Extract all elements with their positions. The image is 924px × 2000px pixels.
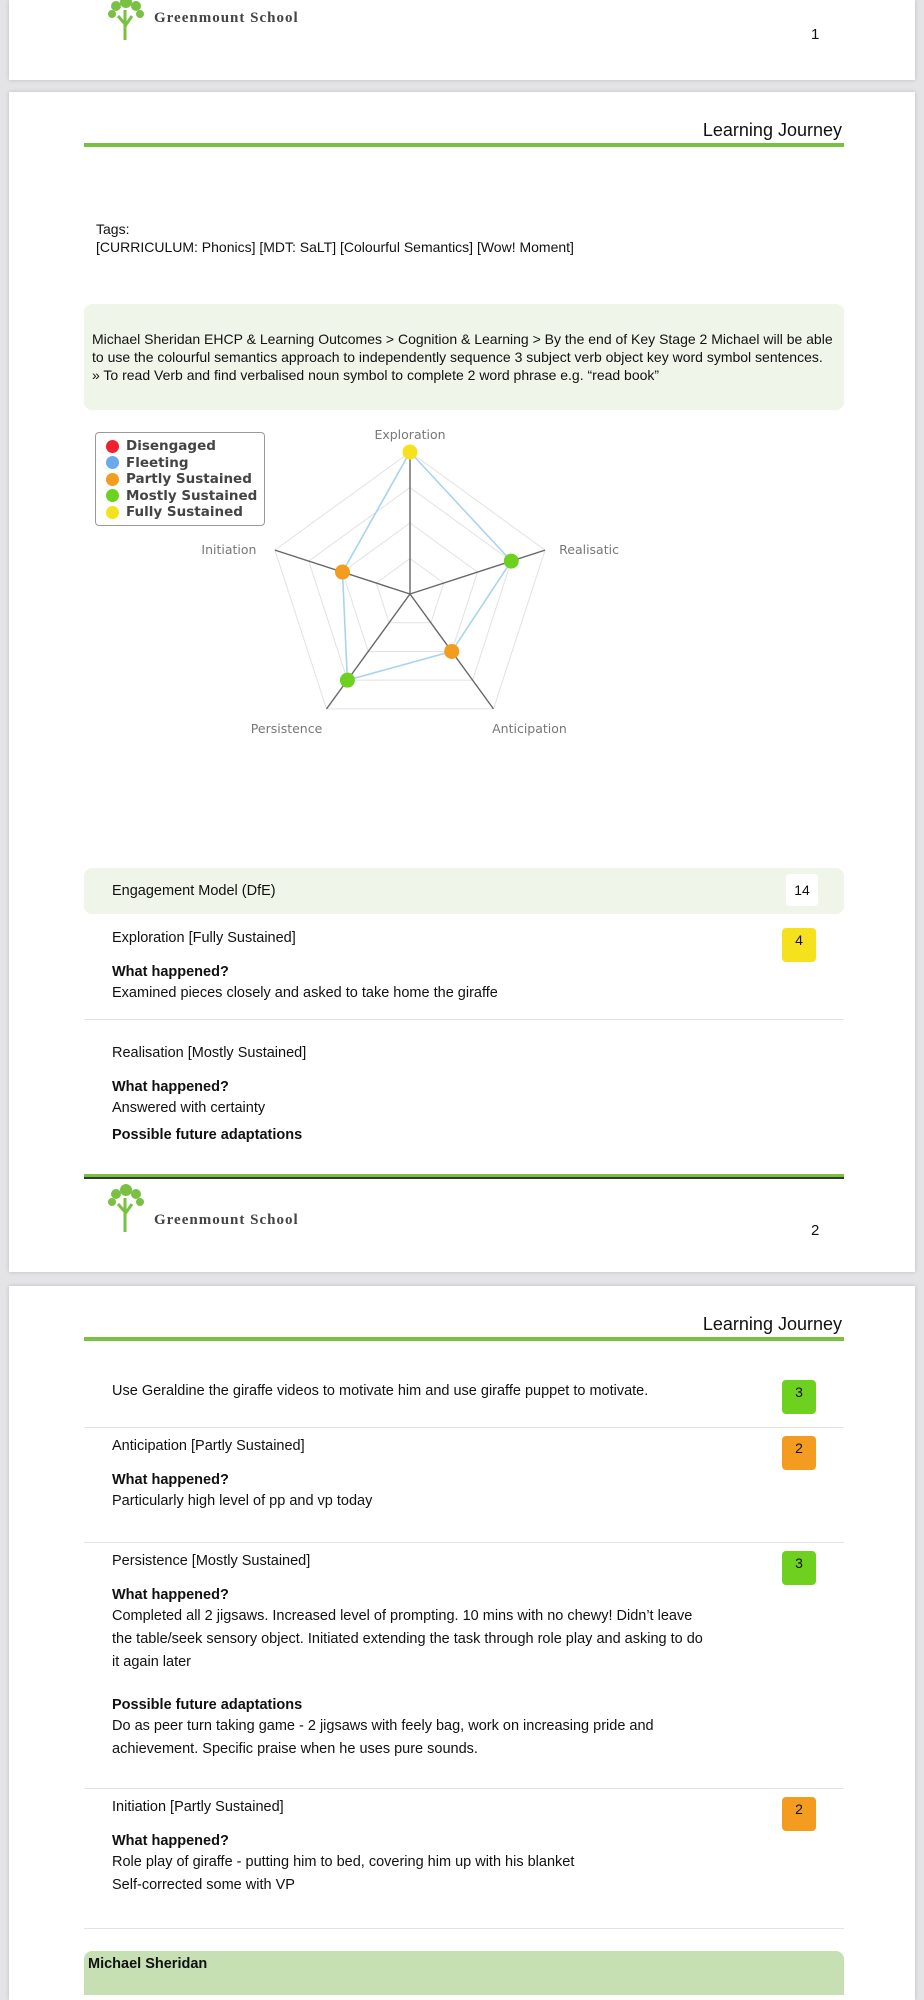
- outcome-target: » To read Verb and find verbalised noun symbol to complete 2 word phrase e.g. “read book”: [92, 367, 660, 383]
- what-happened-label: What happened?: [112, 1587, 229, 1603]
- report-title: Learning Journey: [702, 1314, 842, 1334]
- tree-logo-icon: [104, 0, 150, 42]
- what-happened-label: What happened?: [112, 964, 229, 980]
- radar-point-initiation: [335, 565, 350, 580]
- radar-axis-label: Realisatic: [559, 542, 619, 558]
- entry-title: Exploration [Fully Sustained]: [112, 930, 296, 946]
- score-badge: 2: [782, 1797, 816, 1831]
- report-title: Learning Journey: [702, 120, 842, 140]
- realisation-entry-continued: [84, 1356, 844, 1428]
- future-adaptations-label: Possible future adaptations: [112, 1697, 303, 1713]
- entry-title: Realisation [Mostly Sustained]: [112, 1045, 307, 1061]
- exploration-entry: [84, 920, 844, 1020]
- divider: [84, 1928, 844, 1929]
- page-1: [9, 0, 915, 80]
- header-rule: [84, 143, 844, 147]
- score-badge: 4: [782, 928, 816, 962]
- student-name-bar: [84, 1951, 844, 1995]
- legend-label: Disengaged: [126, 438, 216, 455]
- school-logo: [104, 0, 344, 56]
- entry-title: Persistence [Mostly Sustained]: [112, 1553, 311, 1569]
- page-number: 1: [811, 26, 820, 43]
- score-badge: 3: [782, 1380, 816, 1414]
- outcome-path: Michael Sheridan EHCP & Learning Outcomes > Cognition & Learning > By the end of Key Stage 2 Michael will be able to use the colourful semantics approach to independently sequence 3 subject verb object key word symbol sentences.: [92, 331, 833, 365]
- persistence-entry: [84, 1543, 844, 1789]
- engagement-model-label: Engagement Model (DfE): [112, 883, 276, 899]
- legend-label: Partly Sustained: [126, 471, 252, 488]
- what-happened-text: Examined pieces closely and asked to take home the giraffe: [112, 985, 498, 1001]
- what-happened-label: What happened?: [112, 1833, 229, 1849]
- tags-label: Tags:: [96, 221, 130, 237]
- tree-logo-icon: [104, 1182, 150, 1234]
- page-3: [9, 1286, 915, 2000]
- what-happened-text: Role play of giraffe - putting him to bed, covering him up with his blanket: [112, 1854, 575, 1870]
- student-name: Michael Sheridan: [88, 1956, 208, 1972]
- page-2: [9, 92, 915, 1272]
- legend-label: Fully Sustained: [126, 504, 243, 521]
- what-happened-text: Answered with certainty: [112, 1100, 266, 1116]
- what-happened-label: What happened?: [112, 1472, 229, 1488]
- what-happened-text: Completed all 2 jigsaws. Increased level of prompting. 10 mins with no chewy! Didn’t leave the table/seek sensory object. Initiated extending the task through role play and asking to do it again later: [112, 1608, 703, 1670]
- future-adaptations-text: Do as peer turn taking game - 2 jigsaws with feely bag, work on increasing pride and achievement. Specific praise when he uses pure sounds.: [112, 1718, 654, 1757]
- engagement-radar-chart: [9, 422, 915, 742]
- school-logo: [104, 1182, 344, 1242]
- realisation-entry: [84, 1035, 844, 1143]
- school-name: Greenmount School: [154, 10, 299, 26]
- legend-label: Fleeting: [126, 454, 189, 471]
- school-name: Greenmount School: [154, 1212, 299, 1228]
- legend-label: Mostly Sustained: [126, 487, 258, 504]
- radar-axis-label: Exploration: [374, 427, 446, 442]
- radar-axis: [410, 550, 545, 594]
- future-adaptations-text: Use Geraldine the giraffe videos to motivate him and use giraffe puppet to motivate.: [112, 1383, 649, 1399]
- engagement-total-score: 14: [786, 874, 818, 906]
- learning-outcome-box: [84, 304, 844, 410]
- radar-axis-label: Initiation: [201, 542, 257, 558]
- what-happened-label: What happened?: [112, 1079, 229, 1095]
- tags-block: [96, 220, 574, 256]
- what-happened-text: Self-corrected some with VP: [112, 1877, 295, 1893]
- score-badge: 2: [782, 1436, 816, 1470]
- radar-point-anticipation: [444, 644, 459, 659]
- divider: [84, 1019, 844, 1020]
- page-number: 2: [811, 1222, 820, 1239]
- entry-title: Anticipation [Partly Sustained]: [112, 1438, 305, 1454]
- entry-title: Initiation [Partly Sustained]: [112, 1799, 284, 1815]
- radar-point-exploration: [403, 445, 418, 460]
- radar-series-line: [342, 452, 511, 680]
- footer-rule-dark: [84, 1177, 844, 1179]
- score-badge: 3: [782, 1551, 816, 1585]
- radar-axis-label: Anticipation: [492, 720, 567, 736]
- radar-axis-label: Persistence: [250, 720, 323, 736]
- radar-point-persistence: [340, 673, 355, 688]
- tags-values: [CURRICULUM: Phonics] [MDT: SaLT] [Colourful Semantics] [Wow! Moment]: [96, 239, 574, 255]
- future-adaptations-label: Possible future adaptations: [112, 1127, 303, 1143]
- radar-point-realisatic: [504, 554, 519, 569]
- initiation-entry: [84, 1789, 844, 1929]
- anticipation-entry: [84, 1428, 844, 1543]
- header-rule: [84, 1337, 844, 1341]
- engagement-model-header: [84, 868, 844, 914]
- what-happened-text: Particularly high level of pp and vp today: [112, 1493, 373, 1509]
